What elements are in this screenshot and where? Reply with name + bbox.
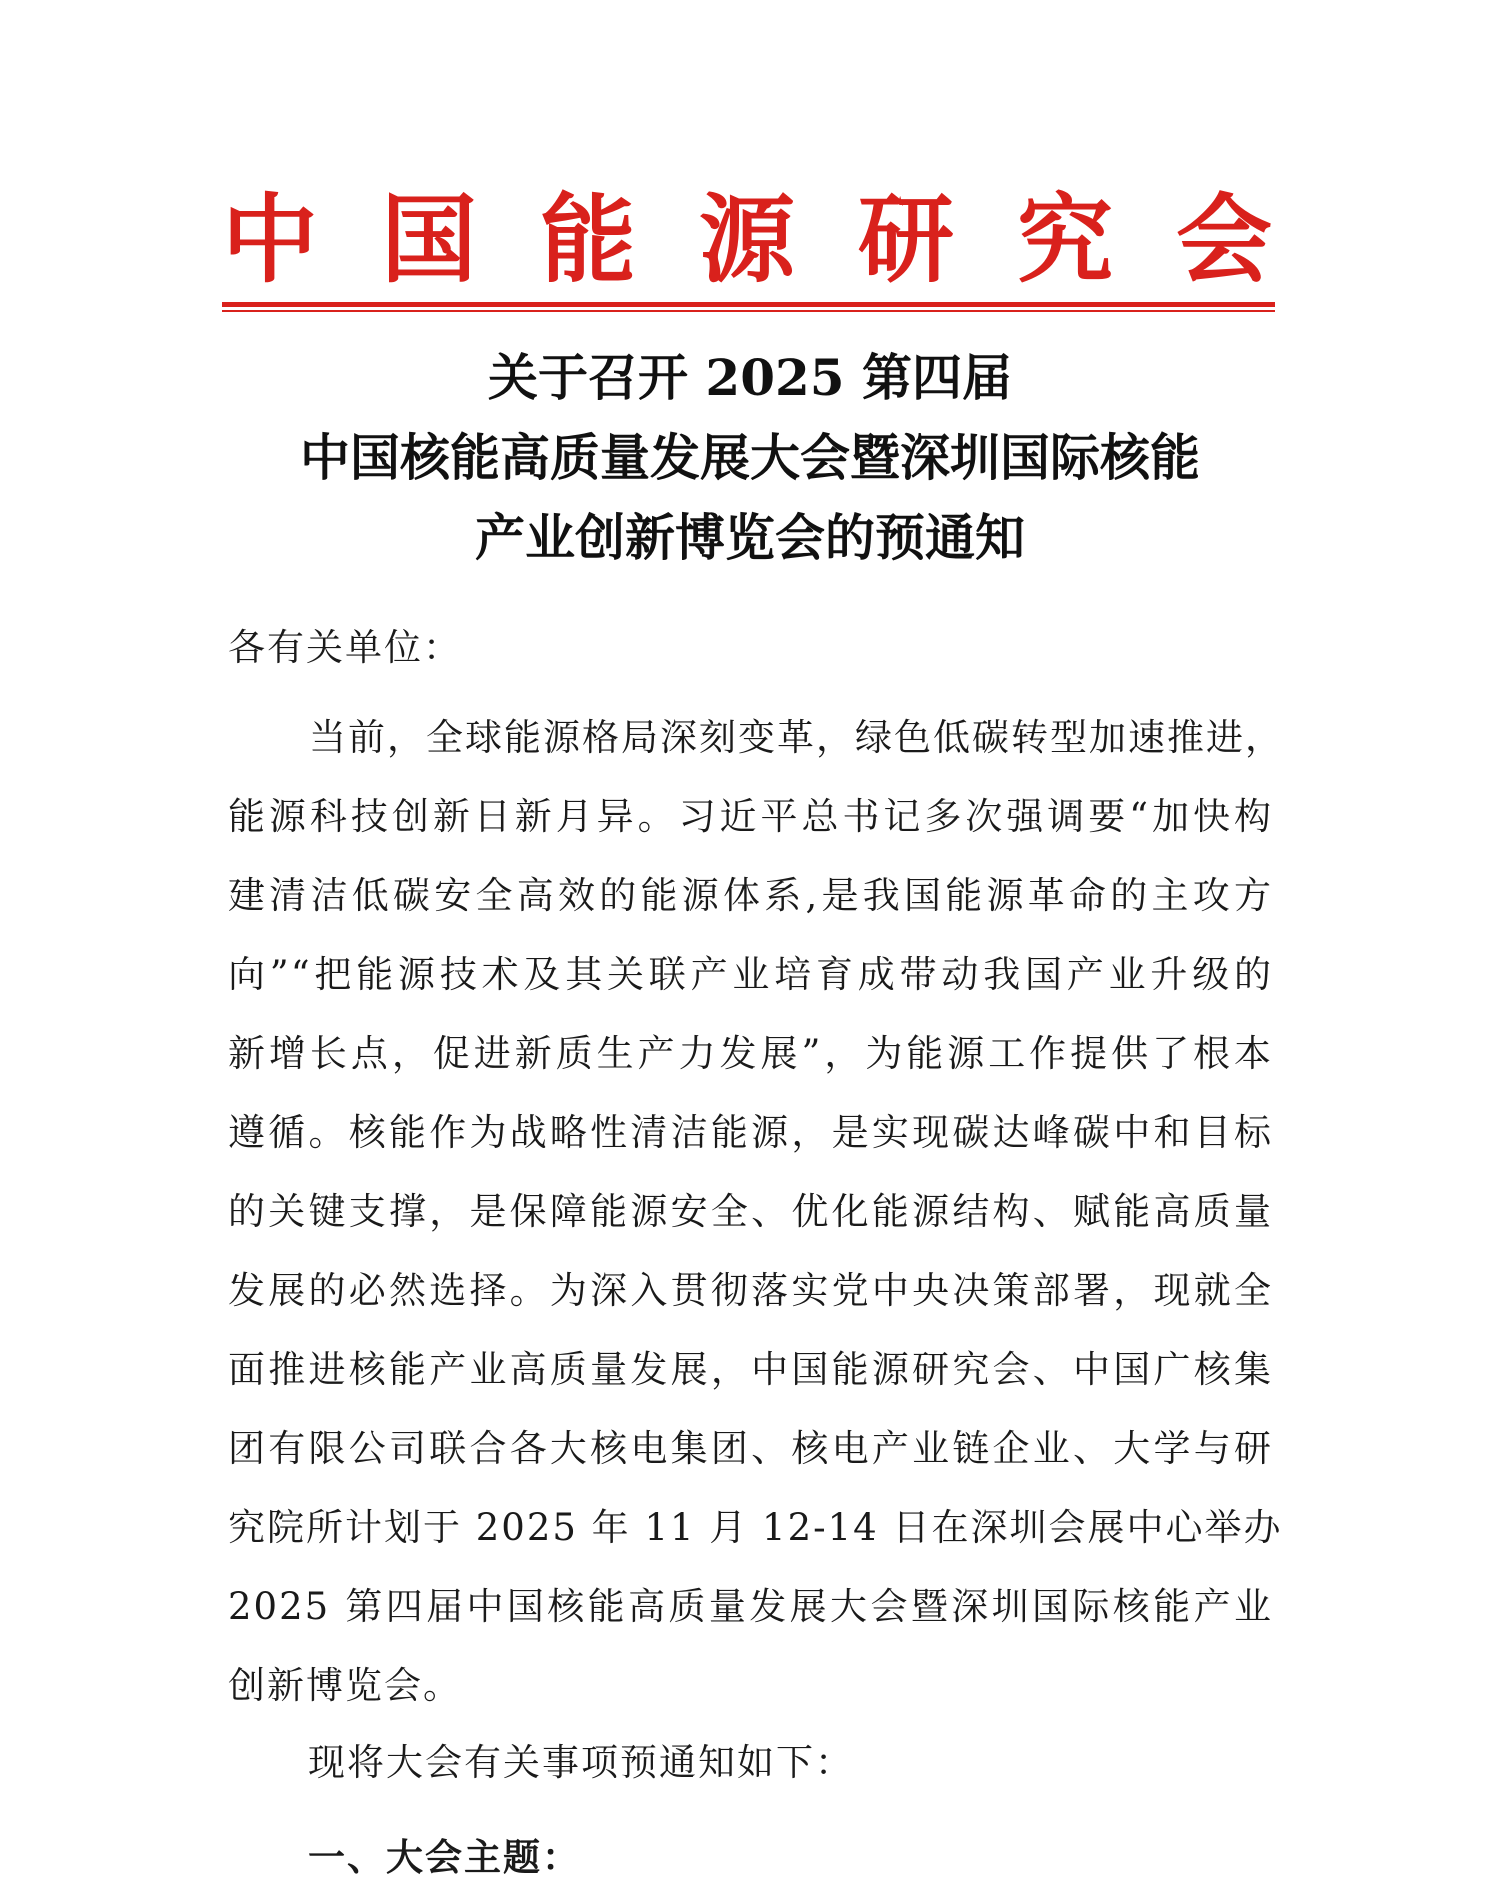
paragraph-line: 发展的必然选择。为深入贯彻落实党中央决策部署，现就全: [228, 1269, 1273, 1312]
title-line-3: 产业创新博览会的预通知: [475, 508, 1025, 567]
paragraph-line: 建清洁低碳安全高效的能源体系,是我国能源革命的主攻方: [228, 874, 1273, 917]
letterhead-rule-thick: [222, 302, 1275, 307]
letterhead-char: 源: [699, 184, 795, 296]
section-heading: 一、大会主题：: [308, 1836, 581, 1879]
letterhead-char: 国: [381, 184, 477, 296]
paragraph-line: 当前，全球能源格局深刻变革，绿色低碳转型加速推进，: [309, 716, 1284, 759]
title-line-2: 中国核能高质量发展大会暨深圳国际核能: [300, 428, 1200, 487]
salutation: 各有关单位：: [228, 626, 462, 669]
letterhead-char: 研: [858, 184, 954, 296]
letterhead-char: 中: [222, 184, 318, 296]
paragraph-line: 向”“把能源技术及其关联产业培育成带动我国产业升级的: [228, 953, 1273, 996]
paragraph-line: 的关键支撑，是保障能源安全、优化能源结构、赋能高质量: [228, 1190, 1273, 1233]
notice-title: [200, 338, 1300, 578]
notice-intro-line: 现将大会有关事项预通知如下：: [308, 1741, 854, 1784]
title-line-1: 关于召开 2025 第四届: [488, 348, 1012, 407]
letterhead-char: 能: [540, 184, 636, 296]
paragraph-line: 2025 第四届中国核能高质量发展大会暨深圳国际核能产业: [228, 1585, 1273, 1628]
paragraph-line: 创新博览会。: [228, 1664, 462, 1707]
paragraph-line: 团有限公司联合各大核电集团、核电产业链企业、大学与研: [228, 1427, 1273, 1470]
paragraph-line: 遵循。核能作为战略性清洁能源，是实现碳达峰碳中和目标: [228, 1111, 1273, 1154]
letterhead-rule-thin: [222, 310, 1275, 312]
body-paragraph: [228, 698, 1284, 1725]
letterhead-org-name: [222, 185, 1272, 295]
paragraph-line: 新增长点，促进新质生产力发展”，为能源工作提供了根本: [228, 1032, 1273, 1075]
paragraph-line: 面推进核能产业高质量发展，中国能源研究会、中国广核集: [228, 1348, 1273, 1391]
letterhead-char: 究: [1017, 184, 1113, 296]
letterhead-char: 会: [1176, 184, 1272, 296]
paragraph-line: 究院所计划于 2025 年 11 月 12-14 日在深圳会展中心举办: [228, 1506, 1283, 1549]
paragraph-line: 能源科技创新日新月异。习近平总书记多次强调要“加快构: [228, 795, 1273, 838]
